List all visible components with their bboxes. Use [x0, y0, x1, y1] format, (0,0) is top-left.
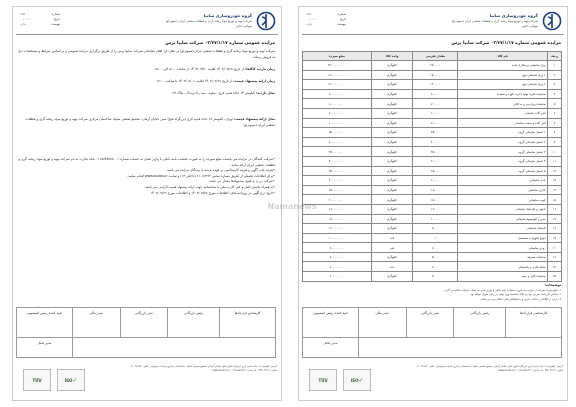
unit-cell: کیلوگرم — [371, 224, 413, 234]
company-logo-icon — [542, 11, 562, 31]
sign-cell: مدیر بازرگانی — [406, 308, 454, 338]
deposit-cell: ۷۰۰،۰۰۰،۰۰۰ — [303, 108, 372, 118]
page-footer — [303, 363, 563, 397]
note-line: ۳- بازدید از کالاها در ساعات اداری و با هماهنگی قبلی امکان پذیر می باشد. — [480, 297, 561, 301]
item-name-cell: ضایعات فلزی تولید (خرده کوره و تسمه) — [458, 89, 548, 99]
quantity-cell: ۸۰،۰۰۰ — [413, 89, 458, 99]
row-number-cell: ۱۸ — [548, 224, 562, 234]
quantity-cell: ۲،۰۰۰ — [413, 262, 458, 272]
unit-cell: لات — [371, 233, 413, 243]
quantity-cell: ۳۵،۰۰۰ — [413, 147, 458, 157]
unit-cell: کیلوگرم — [371, 61, 413, 71]
item-name-cell: ۳ استیل ضایعاتی گروه — [458, 147, 548, 157]
table-row — [303, 185, 562, 195]
date-label: تاریخ — [340, 17, 346, 21]
row-number-cell: ۱۹ — [548, 233, 562, 243]
deposit-cell: ۵۰۰،۰۰۰،۰۰۰ — [303, 137, 372, 147]
table-row — [303, 118, 562, 128]
date-value: ۰۰/۰۰/۰۰ — [306, 17, 318, 21]
item-name-cell: مس و آلومینیوم ضایعاتی — [458, 214, 548, 224]
quantity-cell: ۲۵،۰۰۰ — [413, 166, 458, 176]
item-name-cell: ۵ استیل ضایعاتی گروه — [458, 166, 548, 176]
signature-table — [302, 307, 562, 358]
table-row — [303, 61, 562, 71]
unit-cell: کیلوگرم — [371, 252, 413, 262]
letterhead — [16, 10, 278, 32]
date-label: تاریخ — [54, 17, 60, 21]
conditions-list — [17, 157, 275, 196]
schedule-text: از تاریخ ۱۴۰۳/۰۷/۲۸ لغایت ۱۴۰۳/۰۸/۰۱ تا ساعت ۱۷:۰۰ — [156, 79, 233, 83]
sign-cell-empty — [358, 338, 561, 358]
unit-cell: کیلوگرم — [371, 176, 413, 186]
company-type: سهامی خاص — [235, 23, 252, 28]
item-name-cell: ورق ضایعاتی پرسکاری شده — [458, 61, 548, 71]
quantity-cell: ۳۰،۰۰۰ — [413, 156, 458, 166]
item-name-cell: لاستیک ضایعاتی — [458, 224, 548, 234]
table-row — [303, 137, 562, 147]
row-number-cell: ۴ — [548, 89, 562, 99]
auction-title: مزایده عمومی شماره ۰۳/۲۷/۱/۱۷ شرکت سایپا پرس — [451, 41, 561, 46]
quantity-cell: ۶،۰۰۰ — [413, 243, 458, 253]
quantity-cell: ۱۰،۰۰۰ — [413, 214, 458, 224]
attach-label: پیوست — [51, 22, 60, 26]
item-name-cell: کارتن ضایعاتی — [458, 185, 548, 195]
row-number-cell: ۱۳ — [548, 176, 562, 186]
company-subtitle: شرکت تهیه و توزیع مواد ریخته گری و قطعات صنعتی ایران (سیوتراو) — [165, 19, 252, 23]
table-row — [303, 99, 562, 109]
deposit-cell: ۹۰،۰۰۰،۰۰۰ — [303, 243, 372, 253]
row-number-cell: ۶ — [548, 108, 562, 118]
deposit-cell: ۱،۸۰۰،۰۰۰،۰۰۰ — [303, 70, 372, 80]
row-number-cell: ۱۱ — [548, 156, 562, 166]
table-row — [303, 224, 562, 234]
intro-paragraph: شرکت تهیه و توزیع مواد ریخته گری و قطعات صنعتی ایران (سیوتراو) در نظر دارد اقلام ضایعاتی شرکت سایپا پرس را از طریق برگزاری مزایده عمومی و بر اساس شرایط و مشخصات ذیل به فروش رساند. — [17, 49, 275, 59]
quantity-cell: ۲۰،۰۰۰ — [413, 176, 458, 186]
table-row — [303, 195, 562, 205]
item-name-cell: آهن آلات و سقف ضایعاتی — [458, 118, 548, 128]
col-unit: واحد کالا — [371, 52, 413, 61]
row-number-cell: ۲۰ — [548, 243, 562, 253]
footer-address: آدرس: کیلومتر ۱۸ جاده قدیم کرج (بزرگراه فتح) نبش خیابان آرمان مجتمع صنعتی سایپا - ساختمان مرکزی شرکت سیوتراو - تلفن: ۶۱۰۶۷۹۹۲ - فکس: ۴۴۵۰۴۸۱۳ - کد پستی: ۱۳۸۸۵۸۸۳۱۴ - www.sudico.ir — [415, 365, 563, 372]
left-document-page — [12, 6, 282, 401]
quantity-cell: ۴۵،۰۰۰ — [413, 128, 458, 138]
condition-item: • تاریخ درج آگهی در روزنامه های: اطلاعات مورخ ۱۴۰۳/۰۷/۲۸ و اطلاعات مورخ ۱۴۰۳/۰۷/۲۹ — [17, 191, 275, 197]
row-number-cell: ۲۲ — [548, 262, 562, 272]
row-number-cell: ۱۴ — [548, 185, 562, 195]
header-divider — [16, 34, 278, 35]
unit-cell: کیلوگرم — [371, 166, 413, 176]
schedule-text: کیلومتر ۱۴ جاده قدیم کرج - ساوه - سه راه پرندک - پلاک ۳۹ — [172, 91, 255, 95]
unit-cell: کیلوگرم — [371, 108, 413, 118]
row-number-cell: ۷ — [548, 118, 562, 128]
quantity-cell: ۱۵،۰۰۰ — [413, 195, 458, 205]
quantity-cell: ۱۸،۰۰۰ — [413, 185, 458, 195]
footer-address: آدرس: کیلومتر ۱۸ جاده قدیم کرج (بزرگراه فتح) نبش خیابان آرمان مجتمع صنعتی سایپا - ساختمان مرکزی شرکت سیوتراو - تلفن: ۶۱۰۶۷۹۹۲ - فکس: ۴۴۵۰۴۸۱۳ - کد پستی: ۱۳۸۸۵۸۸۳۱۴ - www.sudico.ir — [129, 365, 277, 372]
row-number-cell: ۲ — [548, 70, 562, 80]
row-number-cell: ۳ — [548, 80, 562, 90]
attach-label: پیوست — [337, 22, 346, 26]
table-row — [303, 80, 562, 90]
col-item-name: نام کالا — [458, 52, 548, 61]
row-number-cell: ۹ — [548, 137, 562, 147]
quantity-cell: ۵۰،۰۰۰ — [413, 118, 458, 128]
row-number-cell: ۱۰ — [548, 147, 562, 157]
attach-value: ندارد — [306, 22, 313, 26]
item-name-cell: نایلون و پلاستیک ضایعاتی — [458, 204, 548, 214]
number-value: ۱۵۵۰۰ — [20, 12, 29, 16]
unit-cell: کیلوگرم — [371, 185, 413, 195]
sign-cell: تایید کننده رئیس کمیسیون — [17, 308, 73, 338]
unit-cell: کیلوگرم — [371, 70, 413, 80]
items-table-header — [303, 52, 562, 61]
schedule-text: از تاریخ ۱۴۰۳/۰۷/۲۸ لغایت ۱۴۰۳/۰۷/۳۰ از ساعت ۸:۰۰ الی ۱۵:۰۰ — [154, 67, 244, 71]
item-name-cell: آهن آلات ضایعاتی — [458, 108, 548, 118]
unit-cell: کیلوگرم — [371, 99, 413, 109]
schedule-line — [17, 67, 275, 73]
row-number-cell: ۸ — [548, 128, 562, 138]
cert-check-icon: ✓ — [358, 376, 364, 384]
unit-cell: لیتر — [371, 243, 413, 253]
condition-item: • شرکت کنندگان در مزایده می بایست مبلغ سپرده را به صورت ضمانت نامه بانکی یا واریز نقدی به حساب شماره ۰۱۱۵۷۴۵۳۸۷۰۰۱ بانک تجارت به نام شرکت تهیه و توزیع مواد ریخته گری و قطعات صنعتی ایران ارائه نمایند. — [17, 157, 275, 168]
cert-label: ISO — [64, 377, 73, 383]
schedule-line — [17, 79, 275, 85]
condition-item: • شرکت در رد یا قبول پیشنهادها مختار می باشد. — [17, 179, 275, 185]
item-name-cell: ۲ ورق ضایعاتی نوع — [458, 80, 548, 90]
deposit-cell: ۱۲۰،۰۰۰،۰۰۰ — [303, 224, 372, 234]
schedule-line — [17, 117, 275, 128]
deposit-cell: ۹۰۰،۰۰۰،۰۰۰ — [303, 89, 372, 99]
deposit-cell: ۴۵۰،۰۰۰،۰۰۰ — [303, 147, 372, 157]
quantity-cell: ۳،۰۰۰ — [413, 272, 458, 282]
quantity-cell: ۵،۰۰۰ — [413, 252, 458, 262]
cert-label: ISO — [350, 377, 359, 383]
table-row — [303, 204, 562, 214]
deposit-cell: ۱۵۰،۰۰۰،۰۰۰ — [303, 214, 372, 224]
company-type: سهامی خاص — [521, 23, 538, 28]
item-name-cell: ضایعات کابل و سیم — [458, 272, 548, 282]
company-name: گروه خودروسازی سایپا — [489, 13, 538, 18]
attach-value: ندارد — [20, 22, 27, 26]
sign-cell: مدیر عامل — [303, 338, 359, 358]
unit-cell: کیلوگرم — [371, 89, 413, 99]
quantity-cell: ۶۰،۰۰۰ — [413, 108, 458, 118]
col-row-number: ردیف — [548, 52, 562, 61]
row-number-cell: ۱۲ — [548, 166, 562, 176]
sign-cell: مدیر عامل — [17, 338, 73, 358]
row-number-cell: ۱۵ — [548, 195, 562, 205]
unit-cell: کیلوگرم — [371, 128, 413, 138]
condition-item: • برای اطلاعات تکمیلی از طریق شماره تماس ۶۱۰۶۷۹۹۲ (داخلی ۱۳) و سایت www.sudico.ir اقدام نمایید. — [17, 174, 275, 180]
item-name-cell: چدن ضایعاتی — [458, 176, 548, 186]
item-name-cell: انواع تجهیزات مستعمل — [458, 233, 548, 243]
quantity-cell: ۲۵۰،۰۰۰ — [413, 61, 458, 71]
table-row — [303, 252, 562, 262]
table-row — [303, 166, 562, 176]
quantity-cell: ۱۲۰،۰۰۰ — [413, 80, 458, 90]
quantity-cell: ۱۲،۰۰۰ — [413, 204, 458, 214]
table-row — [303, 156, 562, 166]
table-row — [303, 70, 562, 80]
sign-cell: رئیس بازرگانی — [168, 308, 220, 338]
item-name-cell: ۴ استیل ضایعاتی گروه — [458, 156, 548, 166]
table-row — [303, 243, 562, 253]
signature-table — [16, 307, 276, 358]
auction-title: مزایده عمومی شماره ۰۳/۲۷/۱/۱۷ شرکت سایپا پرس — [165, 41, 275, 46]
col-deposit: مبلغ سپرده — [303, 52, 372, 61]
item-name-cell: ضایعات متفرقه — [458, 252, 548, 262]
item-name-cell: روغن ضایعاتی — [458, 243, 548, 253]
deposit-cell: ۶۰،۰۰۰،۰۰۰ — [303, 272, 372, 282]
table-row — [303, 214, 562, 224]
sign-cell: مدیر مالی — [358, 308, 406, 338]
deposit-cell: ۴۰۰،۰۰۰،۰۰۰ — [303, 156, 372, 166]
condition-item: • به همراه داشتن اصل و کپی کارت ملی یا شناسنامه جهت ارائه پیشنهاد قیمت الزامی می باشد. — [17, 185, 275, 191]
table-row — [303, 262, 562, 272]
deposit-cell: ۸۰،۰۰۰،۰۰۰ — [303, 252, 372, 262]
item-name-cell: ۲ استیل ضایعاتی گروه — [458, 137, 548, 147]
sign-cell-empty — [72, 338, 275, 358]
sign-cell: مدیر مالی — [72, 308, 120, 338]
schedule-line — [17, 91, 275, 97]
row-number-cell: ۵ — [548, 99, 562, 109]
deposit-cell: ۱،۴۰۰،۰۰۰،۰۰۰ — [303, 80, 372, 90]
date-value: ۰۰/۰۰/۰۰ — [20, 17, 32, 21]
company-subtitle: شرکت تهیه و توزیع مواد ریخته گری و قطعات صنعتی ایران (سیوتراو) — [451, 19, 538, 23]
table-row — [303, 89, 562, 99]
items-table — [302, 51, 562, 282]
item-name-cell: ۱ استیل ضایعاتی گروه — [458, 128, 548, 138]
certificate-badge — [23, 369, 51, 391]
table-row — [303, 128, 562, 138]
schedule-text: تهران، کیلومتر ۱۸ جاده قدیم کرج (بزرگراه فتح) نبش خیابان آرمان، مجتمع صنعتی سایپا، ساختمان مرکزی شرکت تهیه و توزیع مواد ریخته گری و قطعات صنعتی ایران (سیوتراو) — [25, 117, 275, 127]
schedule-label: زمان بازدید کالاها: — [245, 67, 275, 71]
right-document-page — [298, 6, 568, 401]
sign-cell: تایید کننده رئیس کمیسیون — [303, 308, 359, 338]
certificate-badge — [343, 369, 371, 391]
quantity-cell: ۱ — [413, 233, 458, 243]
row-number-cell: ۲۳ — [548, 272, 562, 282]
item-name-cell: بشکه فلزی و پلاستیکی — [458, 262, 548, 272]
company-logo-icon — [256, 11, 276, 31]
unit-cell: کیلوگرم — [371, 195, 413, 205]
letterhead — [302, 10, 564, 32]
deposit-cell: ۳۵۰،۰۰۰،۰۰۰ — [303, 166, 372, 176]
unit-cell: کیلوگرم — [371, 137, 413, 147]
row-number-cell: ۲۱ — [548, 252, 562, 262]
sign-cell: کارشناسی قراردادها — [506, 308, 562, 338]
cert-label: TÜV — [32, 377, 42, 383]
note-line: ۱- مبلغ سپرده شرکت در مزایده به صورت ضمانت نامه بانکی یا واریز نقدی به حساب شرکت اعلام می گردد. — [443, 289, 561, 292]
number-label: شماره — [51, 12, 60, 16]
number-value: ۱۵۵۰۰ — [306, 12, 315, 16]
deposit-cell: ۵۵۰،۰۰۰،۰۰۰ — [303, 128, 372, 138]
unit-cell: کیلوگرم — [371, 80, 413, 90]
unit-cell: کیلوگرم — [371, 156, 413, 166]
item-name-cell: ۱ ورق ضایعاتی نوع — [458, 70, 548, 80]
unit-cell: کیلوگرم — [371, 204, 413, 214]
table-row — [303, 176, 562, 186]
table-row — [303, 272, 562, 282]
sign-cell: کارشناس قراردادها — [220, 308, 276, 338]
letter-meta — [306, 12, 346, 27]
quantity-cell: ۴۰،۰۰۰ — [413, 137, 458, 147]
schedule-label: محل بازدید: — [255, 91, 275, 95]
unit-cell: کیلوگرم — [371, 118, 413, 128]
notes-body — [303, 289, 561, 302]
certificate-badge — [57, 369, 85, 391]
row-number-cell: ۱ — [548, 61, 562, 71]
row-number-cell: ۱۷ — [548, 214, 562, 224]
quantity-cell: ۷۰،۰۰۰ — [413, 99, 458, 109]
schedule-label: زمان ارائه پیشنهاد قیمت: — [233, 79, 275, 83]
quantity-cell: ۱۵۰،۰۰۰ — [413, 70, 458, 80]
table-row — [303, 233, 562, 243]
unit-cell: کیلوگرم — [371, 147, 413, 157]
quantity-cell: ۸،۰۰۰ — [413, 224, 458, 234]
deposit-cell: ۶۰۰،۰۰۰،۰۰۰ — [303, 118, 372, 128]
cert-label: TÜV — [318, 377, 328, 383]
unit-cell: عدد — [371, 262, 413, 272]
item-name-cell: چوب ضایعاتی — [458, 195, 548, 205]
table-row — [303, 108, 562, 118]
col-quantity: مقدار تقریبی — [413, 52, 458, 61]
unit-cell: کیلوگرم — [371, 214, 413, 224]
deposit-cell: ۸۰۰،۰۰۰،۰۰۰ — [303, 99, 372, 109]
table-row — [303, 147, 562, 157]
certificate-badge — [309, 369, 337, 391]
item-name-cell: ضایعات ورق سر و ته کلاف — [458, 99, 548, 109]
notes-title: توضیحات: — [544, 283, 561, 287]
deposit-cell: ۱۰۰،۰۰۰،۰۰۰ — [303, 233, 372, 243]
sign-cell: رئیس بازرگانی — [454, 308, 506, 338]
deposit-cell: ۷۰،۰۰۰،۰۰۰ — [303, 262, 372, 272]
deposit-cell: ۳،۲۰۰،۰۰۰،۰۰۰ — [303, 61, 372, 71]
condition-item: • هزینه چاپ آگهی و هزینه کارشناسی بر عهده برنده یا برندگان مزایده می باشد. — [17, 168, 275, 174]
deposit-cell: ۲۵۰،۰۰۰،۰۰۰ — [303, 185, 372, 195]
deposit-cell: ۳۰۰،۰۰۰،۰۰۰ — [303, 176, 372, 186]
sign-cell: مدیر بازرگانی — [120, 308, 168, 338]
unit-cell: کیلوگرم — [371, 272, 413, 282]
schedule-label: محل ارائه پیشنهاد قیمت: — [233, 117, 275, 121]
note-line: ۲- مقادیر ذکر شده تقریبی بوده و ملاک محاسبه وزن نهایی در زمان تحویل خواهد بود. — [469, 293, 561, 297]
header-divider — [302, 34, 564, 35]
company-name: گروه خودروسازی سایپا — [203, 13, 252, 18]
page-footer — [17, 363, 277, 397]
letter-meta — [20, 12, 60, 27]
number-label: شماره — [337, 12, 346, 16]
deposit-cell: ۱۸۰،۰۰۰،۰۰۰ — [303, 204, 372, 214]
deposit-cell: ۲۰۰،۰۰۰،۰۰۰ — [303, 195, 372, 205]
row-number-cell: ۱۶ — [548, 204, 562, 214]
cert-check-icon: ✓ — [72, 376, 78, 384]
watermark: Namanews — [267, 201, 317, 211]
